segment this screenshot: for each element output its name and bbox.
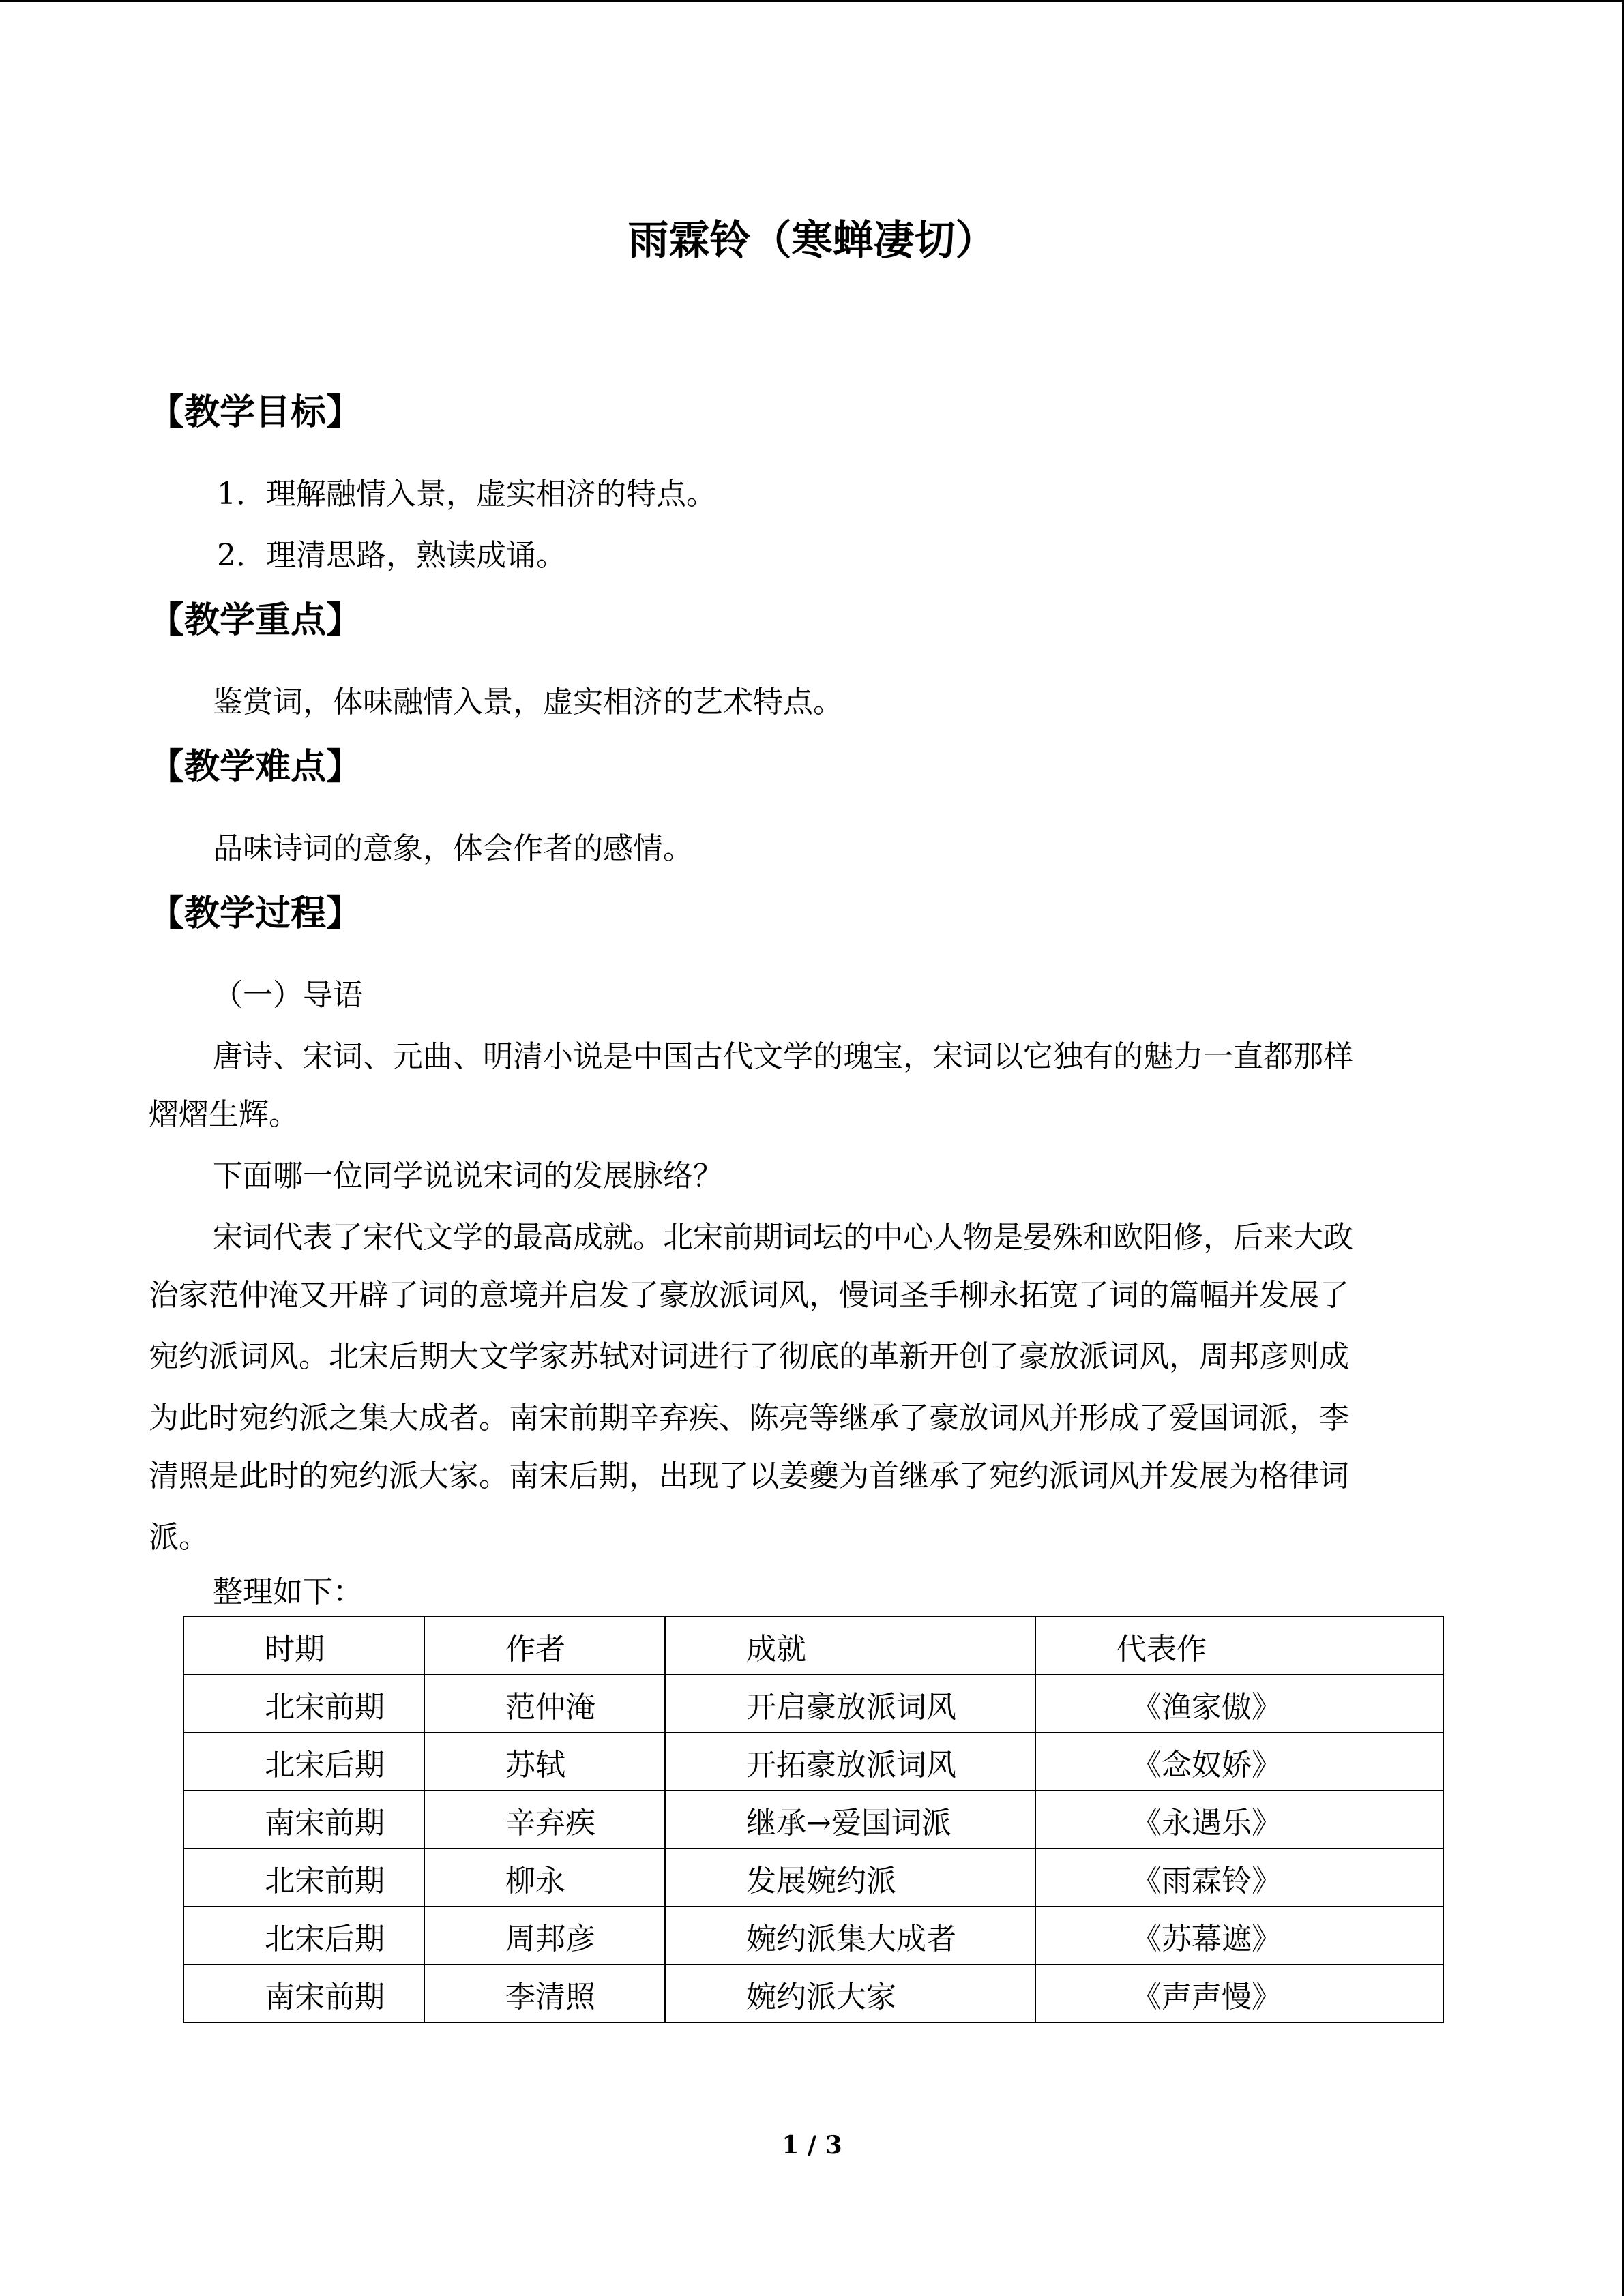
table-cell: 范仲淹 <box>424 1675 665 1733</box>
table-cell: 发展婉约派 <box>665 1849 1035 1907</box>
intro-line-1: 唐诗、宋词、元曲、明清小说是中国古代文学的瑰宝，宋词以它独有的魅力一直都那样 <box>213 1039 1353 1074</box>
table-cell: 周邦彦 <box>424 1907 665 1965</box>
table-row <box>183 1965 1443 2023</box>
body-line-2: 治家范仲淹又开辟了词的意境并启发了豪放派词风，慢词圣手柳永拓宽了词的篇幅并发展了 <box>149 1278 1349 1313</box>
key-points-text: 鉴赏词，体味融情入景，虚实相济的艺术特点。 <box>213 685 843 719</box>
table-cell: 《渔家傲》 <box>1035 1675 1443 1733</box>
table-header-row <box>183 1617 1443 1675</box>
body-line-4: 为此时宛约派之集大成者。南宋前期辛弃疾、陈亮等继承了豪放词风并形成了爱国词派，李 <box>149 1401 1349 1435</box>
page-border-top <box>0 0 1624 2</box>
table-cell: 婉约派大家 <box>665 1965 1035 2023</box>
table-header-cell: 作者 <box>424 1617 665 1675</box>
table-row <box>183 1907 1443 1965</box>
table-row <box>183 1791 1443 1849</box>
table-cell: 北宋前期 <box>183 1675 424 1733</box>
table-cell: 《雨霖铃》 <box>1035 1849 1443 1907</box>
table-cell: 《永遇乐》 <box>1035 1791 1443 1849</box>
table-header-cell: 成就 <box>665 1617 1035 1675</box>
summary-table <box>183 1616 1444 2023</box>
table-cell: 辛弃疾 <box>424 1791 665 1849</box>
table-row <box>183 1675 1443 1733</box>
heading-difficulties: 【教学难点】 <box>149 746 362 788</box>
question-line: 下面哪一位同学说说宋词的发展脉络？ <box>213 1159 723 1193</box>
page-number: 1 / 3 <box>782 2131 842 2160</box>
table-cell: 《苏幕遮》 <box>1035 1907 1443 1965</box>
summary-label: 整理如下： <box>213 1575 363 1609</box>
table-row <box>183 1849 1443 1907</box>
table-cell: 继承→爱国词派 <box>665 1791 1035 1849</box>
page-title: 雨霖铃（寒蝉凄切） <box>628 217 996 265</box>
sub-heading-intro: （一）导语 <box>213 978 363 1013</box>
table-cell: 北宋后期 <box>183 1733 424 1791</box>
table-cell: 北宋前期 <box>183 1849 424 1907</box>
table-cell: 柳永 <box>424 1849 665 1907</box>
table-cell: 苏轼 <box>424 1733 665 1791</box>
table-cell: 南宋前期 <box>183 1965 424 2023</box>
heading-key-points: 【教学重点】 <box>149 599 362 641</box>
body-line-3: 宛约派词风。北宋后期大文学家苏轼对词进行了彻底的革新开创了豪放派词风，周邦彦则成 <box>149 1339 1349 1374</box>
table-cell: 北宋后期 <box>183 1907 424 1965</box>
body-line-5: 清照是此时的宛约派大家。南宋后期，出现了以姜夔为首继承了宛约派词风并发展为格律词 <box>149 1459 1349 1493</box>
table-cell: 李清照 <box>424 1965 665 2023</box>
body-line-6: 派。 <box>149 1520 209 1555</box>
table-cell: 《声声慢》 <box>1035 1965 1443 2023</box>
goal-item-2: 2．理清思路，熟读成诵。 <box>217 538 566 573</box>
table-header-cell: 时期 <box>183 1617 424 1675</box>
table-row <box>183 1733 1443 1791</box>
body-line-1: 宋词代表了宋代文学的最高成就。北宋前期词坛的中心人物是晏殊和欧阳修，后来大政 <box>213 1220 1353 1255</box>
difficulties-text: 品味诗词的意象，体会作者的感情。 <box>213 831 693 866</box>
table-header-cell: 代表作 <box>1035 1617 1443 1675</box>
table-cell: 南宋前期 <box>183 1791 424 1849</box>
table-cell: 开启豪放派词风 <box>665 1675 1035 1733</box>
heading-process: 【教学过程】 <box>149 893 362 934</box>
table-cell: 婉约派集大成者 <box>665 1907 1035 1965</box>
heading-goals: 【教学目标】 <box>149 391 362 433</box>
goal-item-1: 1．理解融情入景，虚实相济的特点。 <box>217 477 716 511</box>
table-cell: 开拓豪放派词风 <box>665 1733 1035 1791</box>
table-cell: 《念奴娇》 <box>1035 1733 1443 1791</box>
intro-line-2: 熠熠生辉。 <box>149 1097 299 1132</box>
